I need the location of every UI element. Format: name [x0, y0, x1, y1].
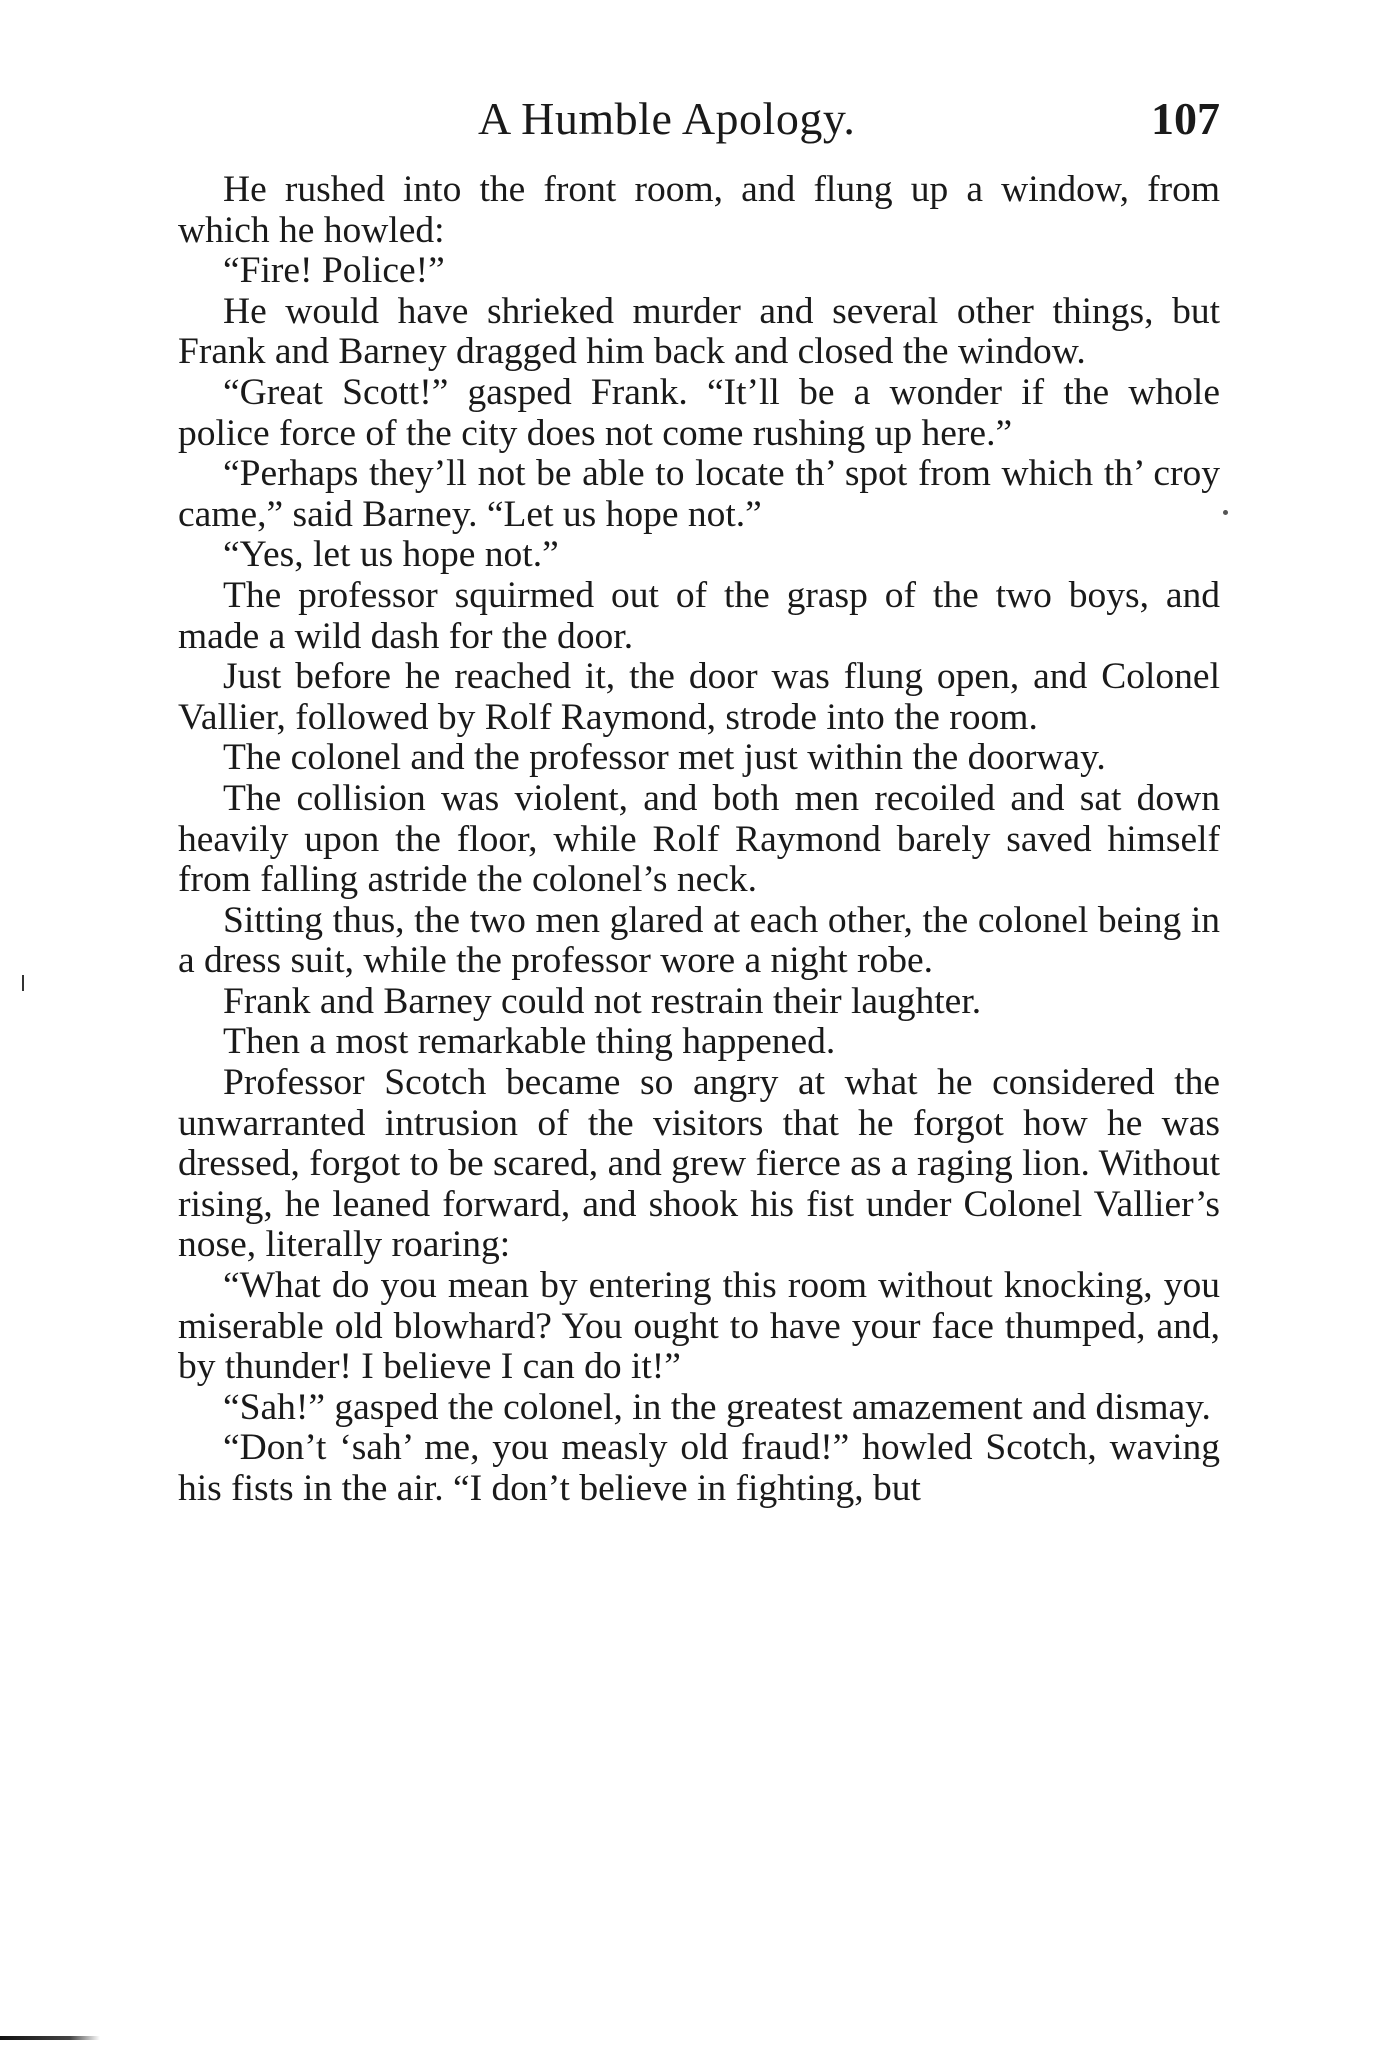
paragraph: Frank and Barney could not restrain their laughter. — [223, 980, 982, 1022]
ink-speck — [1223, 510, 1228, 515]
running-title: A Humble Apology. — [478, 93, 856, 144]
paragraph: “Sah!” gasped the colonel, in the greatest amazement and dismay. — [223, 1386, 1211, 1428]
paragraph: Just before he reached it, the door was flung open, and Colonel Vallier, followed by Rolf Raymond, strode into the room. — [178, 656, 1220, 738]
margin-tick-mark — [22, 975, 24, 991]
paragraph: Then a most remarkable thing happened. — [223, 1021, 836, 1063]
paragraph: He would have shrieked murder and several other things, but Frank and Barney dragged him back and closed the window. — [178, 290, 1220, 373]
page-number: 107 — [1151, 93, 1220, 144]
paragraph: The professor squirmed out of the grasp of the two boys, and made a wild dash for the door. — [178, 574, 1220, 657]
paragraph: Sitting thus, the two men glared at each other, the colonel being in a dress suit, while the professor wore a night robe. — [178, 899, 1220, 982]
paragraph: Professor Scotch became so angry at what he considered the unwarranted intrusion of the visitors that he forgot how he was dressed, forgot to be scared, and grew fierce as a raging lion. Without rising, he leaned forward, and shook his fist under Colonel Vallier’s nose, literally roaring: — [178, 1062, 1220, 1266]
paragraph: “Great Scott!” gasped Frank. “It’ll be a wonder if the whole police force of the city does not come rushing up here.” — [178, 371, 1220, 454]
paragraph: “Yes, let us hope not.” — [223, 534, 559, 576]
paragraph: “What do you mean by entering this room without knocking, you miserable old blowhard? You ought to have your face thumped, and, by thunder! I believe I can do it!” — [178, 1265, 1220, 1388]
paragraph: He rushed into the front room, and flung up a window, from which he howled: — [178, 169, 1220, 251]
scan-edge-mark — [0, 2036, 100, 2040]
paragraph: “Don’t ‘sah’ me, you measly old fraud!” howled Scotch, waving his fists in the air. “I don’t believe in fighting, but — [178, 1427, 1220, 1509]
paragraph: “Fire! Police!” — [223, 250, 445, 292]
paragraph: The colonel and the professor met just within the doorway. — [223, 737, 1106, 779]
paragraph: The collision was violent, and both men recoiled and sat down heavily upon the floor, while Rolf Raymond barely saved himself from falling astride the colonel’s neck. — [178, 777, 1220, 901]
body-text — [178, 170, 1220, 1510]
page-header — [178, 92, 1220, 152]
paragraph: “Perhaps they’ll not be able to locate th’ spot from which th’ croy came,” said Barney. “Let us hope not.” — [178, 453, 1220, 535]
